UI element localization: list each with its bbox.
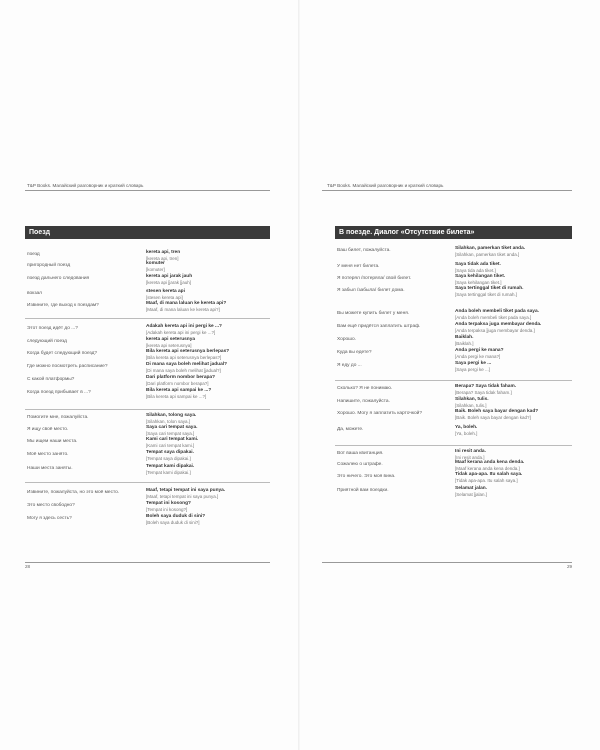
malay-phrase: Dari platform nombor berapa? — [146, 375, 216, 380]
russian-phrase: С какой платформы? — [27, 377, 75, 382]
group-separator — [25, 409, 270, 410]
russian-phrase: Вы можете купить билет у меня. — [337, 311, 410, 316]
russian-phrase: Напишите, пожалуйста. — [337, 399, 390, 404]
malay-phrase: Berapa? Saya tidak faham. — [455, 384, 517, 389]
transcription: [Kami cari tempat kami.] — [146, 442, 195, 448]
transcription: [Baik. Boleh saya bayar dengan kad?] — [455, 414, 531, 420]
russian-phrase: Извините, где выход к поездам? — [27, 303, 99, 308]
malay-phrase: Anda boleh membeli tiket pada saya. — [455, 309, 539, 314]
malay-phrase: kereta api jarak jauh — [146, 274, 193, 279]
malay-phrase: Anda pergi ke mana? — [455, 348, 504, 353]
header-rule-right — [322, 190, 572, 191]
malay-phrase: Saya tertinggal tiket di rumah. — [455, 286, 524, 291]
section-title-left: Поезд — [25, 226, 270, 239]
malay-phrase: stesen kereta api — [146, 289, 185, 294]
transcription: [Ini resit anda.] — [455, 454, 485, 460]
malay-phrase: Kami cari tempat kami. — [146, 437, 199, 442]
transcription: [Maaf kerana anda kena denda.] — [455, 465, 520, 471]
russian-phrase: Я еду до ... — [337, 363, 362, 368]
russian-phrase: Ваш билет, пожалуйста. — [337, 248, 391, 253]
transcription: [Maaf, tetapi tempat ini saya punya.] — [146, 493, 219, 499]
malay-phrase: Tidak apa-apa. Itu salah saya. — [455, 472, 523, 477]
malay-phrase: Tempat saya dipakai. — [146, 450, 194, 455]
transcription: [Maaf, di mana laluan ke kereta api?] — [146, 306, 220, 312]
russian-phrase: Хорошо. — [337, 337, 356, 342]
transcription: [Di mana saya boleh melihat ǰjadual?] — [146, 367, 221, 373]
transcription: [Adakah kereta api ini pergi ke ...?] — [146, 329, 216, 335]
russian-phrase: Когда будет следующий поезд? — [27, 351, 98, 356]
russian-phrase: Приятной вам поездки. — [337, 488, 389, 493]
russian-phrase: Да, можете. — [337, 427, 364, 432]
malay-phrase: Ya, boleh. — [455, 425, 478, 430]
running-head-left: T&P Books. Малайский разговорник и краткий словарь — [27, 183, 144, 188]
russian-phrase: Сколько? Я не понимаю. — [337, 386, 393, 391]
malay-phrase: Maaf kerana anda kena denda. — [455, 460, 525, 465]
russian-phrase: Я потерял /потеряла/ свой билет. — [337, 276, 412, 281]
russian-phrase: Где можно посмотреть расписание? — [27, 364, 108, 369]
malay-phrase: Silahkan, tulis. — [455, 397, 489, 402]
russian-phrase: Куда вы едете? — [337, 350, 372, 355]
russian-phrase: Я ищу своё место. — [27, 427, 69, 432]
malay-phrase: kereta api seterusnya — [146, 337, 196, 342]
transcription: [kereta api ǰjarak ǰjauh] — [146, 279, 192, 285]
transcription: [Baiklah.] — [455, 340, 474, 346]
malay-phrase: Anda terpaksa juga membayar denda. — [455, 322, 542, 327]
transcription: [Tempat kami dipakai.] — [146, 469, 191, 475]
russian-phrase: Наши места заняты. — [27, 466, 73, 471]
russian-phrase: Вам ещё придётся заплатить штраф. — [337, 324, 421, 329]
header-rule-left — [25, 190, 270, 191]
group-separator — [25, 318, 270, 319]
malay-phrase: Tempat kami dipakai. — [146, 464, 195, 469]
malay-phrase: Ini resit anda. — [455, 449, 486, 454]
transcription: [Silahkan, tolon saya.] — [146, 418, 191, 424]
malay-phrase: Di mana saya boleh melihat jadual? — [146, 362, 228, 367]
transcription: [Saya tertinggal tiket di rumah.] — [455, 291, 518, 297]
transcription: [Silahkan, pamerkan tiket anda.] — [455, 251, 520, 257]
russian-phrase: следующий поезд — [27, 339, 67, 344]
russian-phrase: Сожалею о штрафе. — [337, 462, 383, 467]
malay-phrase: Maaf, tetapi tempat ini saya punya. — [146, 488, 226, 493]
transcription: [komuter] — [146, 266, 165, 272]
page-number-left: 28 — [25, 564, 31, 569]
transcription: [kereta api seterusnya] — [146, 342, 192, 348]
malay-phrase: Boleh saya duduk di sini? — [146, 514, 206, 519]
russian-phrase: Когда поезд прибывает в ...? — [27, 390, 91, 395]
section-title-right: В поезде. Диалог «Отсутствие билета» — [335, 226, 572, 239]
transcription: [Saya tida ada tiket.] — [455, 267, 496, 273]
transcription: [stesen kereta api] — [146, 294, 183, 300]
transcription: [Bila kereta api sampai ke ...?] — [146, 393, 207, 399]
transcription: [Boleh saya duduk di sini?] — [146, 519, 200, 525]
transcription: [Selamat ǰjalan.] — [455, 491, 488, 497]
russian-phrase: вокзал — [27, 291, 42, 296]
transcription: [Anda pergi ke mana?] — [455, 353, 501, 359]
transcription: [Saya kehilangan tiket.] — [455, 279, 502, 285]
transcription: [Silahkan, tulis.] — [455, 402, 487, 408]
footer-rule-left — [25, 562, 270, 563]
malay-phrase: Baiklah. — [455, 335, 474, 340]
group-separator — [335, 380, 572, 381]
malay-phrase: kereta api, tren — [146, 250, 181, 255]
group-separator — [25, 482, 270, 483]
transcription: [Tempat ini kosong?] — [146, 506, 188, 512]
transcription: [Dari platform nombor berapa?] — [146, 380, 209, 386]
transcription: [Tidak apa-apa. Itu salah saya.] — [455, 477, 518, 483]
transcription: [Berapa? Saya tidak faham.] — [455, 389, 512, 395]
malay-phrase: komuter — [146, 261, 165, 266]
russian-phrase: поезд — [27, 252, 40, 257]
group-separator — [335, 445, 572, 446]
russian-phrase: У меня нет билета. — [337, 264, 380, 269]
russian-phrase: Могу я здесь сесть? — [27, 516, 72, 521]
russian-phrase: Хорошо. Могу я заплатить карточкой? — [337, 411, 422, 416]
russian-phrase: Это ничего. Это моя вина. — [337, 474, 396, 479]
transcription: [Saya pergi ke ...] — [455, 366, 491, 372]
running-head-right: T&P Books. Малайский разговорник и краткий словарь — [327, 183, 444, 188]
malay-phrase: Adakah kereta api ini pergi ke ...? — [146, 324, 222, 329]
malay-phrase: Saya tidak ada tiket. — [455, 262, 501, 267]
malay-phrase: Selamat jalan. — [455, 486, 487, 491]
russian-phrase: Помогите мне, пожалуйста. — [27, 415, 89, 420]
malay-phrase: Saya pergi ke ... — [455, 361, 492, 366]
russian-phrase: Я забыл /забыла/ билет дома. — [337, 288, 405, 293]
russian-phrase: Вот ваша квитанция. — [337, 451, 384, 456]
malay-phrase: Tempat ini kosong? — [146, 501, 191, 506]
page-number-right: 29 — [567, 564, 573, 569]
right-page — [300, 0, 600, 750]
russian-phrase: Это место свободно? — [27, 503, 75, 508]
russian-phrase: пригородный поезд — [27, 263, 71, 268]
transcription: [kereta api, tren] — [146, 255, 179, 261]
malay-phrase: Saya kehilangan tiket. — [455, 274, 506, 279]
transcription: [Anda terpaksa ǰjuga membayar denda.] — [455, 327, 535, 333]
malay-phrase: Bila kereta api sampai ke ...? — [146, 388, 212, 393]
russian-phrase: Этот поезд идёт до ...? — [27, 326, 78, 331]
malay-phrase: Saya cari tempat saya. — [146, 425, 198, 430]
malay-phrase: Silahkan, pamerkan tiket anda. — [455, 246, 526, 251]
transcription: [Ya, boleh.] — [455, 430, 478, 436]
russian-phrase: поезд дальнего следования — [27, 276, 90, 281]
transcription: [Anda boleh membeli tiket pada saya.] — [455, 314, 532, 320]
malay-phrase: Silahkan, tolong saya. — [146, 413, 197, 418]
russian-phrase: Мы ищем наши места. — [27, 439, 78, 444]
malay-phrase: Maaf, di mana laluan ke kereta api? — [146, 301, 227, 306]
malay-phrase: Baik. Boleh saya bayar dengan kad? — [455, 409, 539, 414]
malay-phrase: Bila kereta api seterusnya berlepas? — [146, 349, 230, 354]
transcription: [Saya cari tempat saya.] — [146, 430, 195, 436]
russian-phrase: Извините, пожалуйста, но это моё место. — [27, 490, 120, 495]
footer-rule-right — [322, 562, 572, 563]
russian-phrase: Моё место занято. — [27, 452, 69, 457]
transcription: [Bila kereta api seterusnya berlepas?] — [146, 354, 222, 360]
transcription: [Tempat saya dipakai.] — [146, 455, 191, 461]
